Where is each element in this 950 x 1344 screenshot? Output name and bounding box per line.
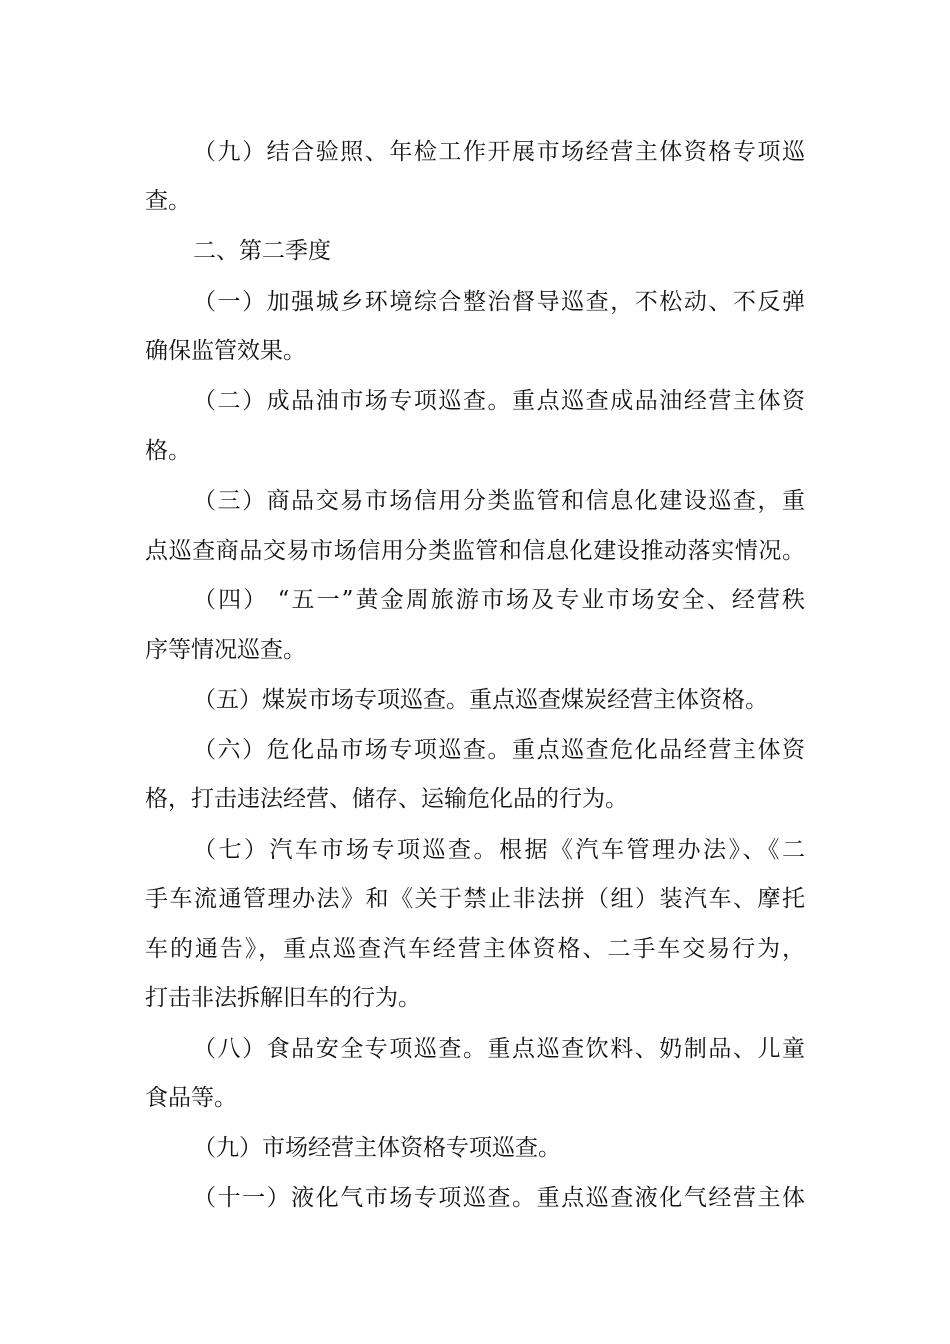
text-line: （七）汽车市场专项巡查。根据《汽车管理办法》、《二 — [193, 837, 805, 863]
text-line: （三）商品交易市场信用分类监管和信息化建设巡查，重 — [193, 488, 805, 514]
text-line: 确保监管效果。 — [145, 338, 306, 364]
text-line: 查。 — [145, 188, 191, 214]
text-line: 食品等。 — [145, 1085, 237, 1111]
text-line: 序等情况巡查。 — [145, 637, 306, 663]
text-line: （五）煤炭市场专项巡查。重点巡查煤炭经营主体资格。 — [193, 687, 768, 713]
text-line: （一）加强城乡环境综合整治督导巡查，不松动、不反弹 — [193, 289, 805, 315]
text-line: 车的通告》，重点巡查汽车经营主体资格、二手车交易行为， — [145, 936, 805, 962]
text-line: （四） “五一”黄金周旅游市场及专业市场安全、经营秩 — [193, 587, 805, 613]
text-line: （十一）液化气市场专项巡查。重点巡查液化气经营主体 — [193, 1185, 805, 1211]
text-line: （二）成品油市场专项巡查。重点巡查成品油经营主体资 — [193, 388, 805, 414]
text-line: （九）市场经营主体资格专项巡查。 — [193, 1135, 561, 1161]
text-line: （八）食品安全专项巡查。重点巡查饮料、奶制品、儿童 — [193, 1036, 805, 1062]
text-line: （九）结合验照、年检工作开展市场经营主体资格专项巡 — [193, 139, 805, 165]
text-line: 格，打击违法经营、储存、运输危化品的行为。 — [145, 786, 628, 812]
text-line: 打击非法拆解旧车的行为。 — [145, 985, 421, 1011]
section-heading: 二、第二季度 — [193, 238, 331, 264]
text-line: （六）危化品市场专项巡查。重点巡查危化品经营主体资 — [193, 737, 805, 763]
text-line: 手车流通管理办法》和《关于禁止非法拼（组）装汽车、摩托 — [145, 886, 805, 912]
text-line: 格。 — [145, 438, 191, 464]
text-line: 点巡查商品交易市场信用分类监管和信息化建设推动落实情况。 — [145, 538, 805, 564]
